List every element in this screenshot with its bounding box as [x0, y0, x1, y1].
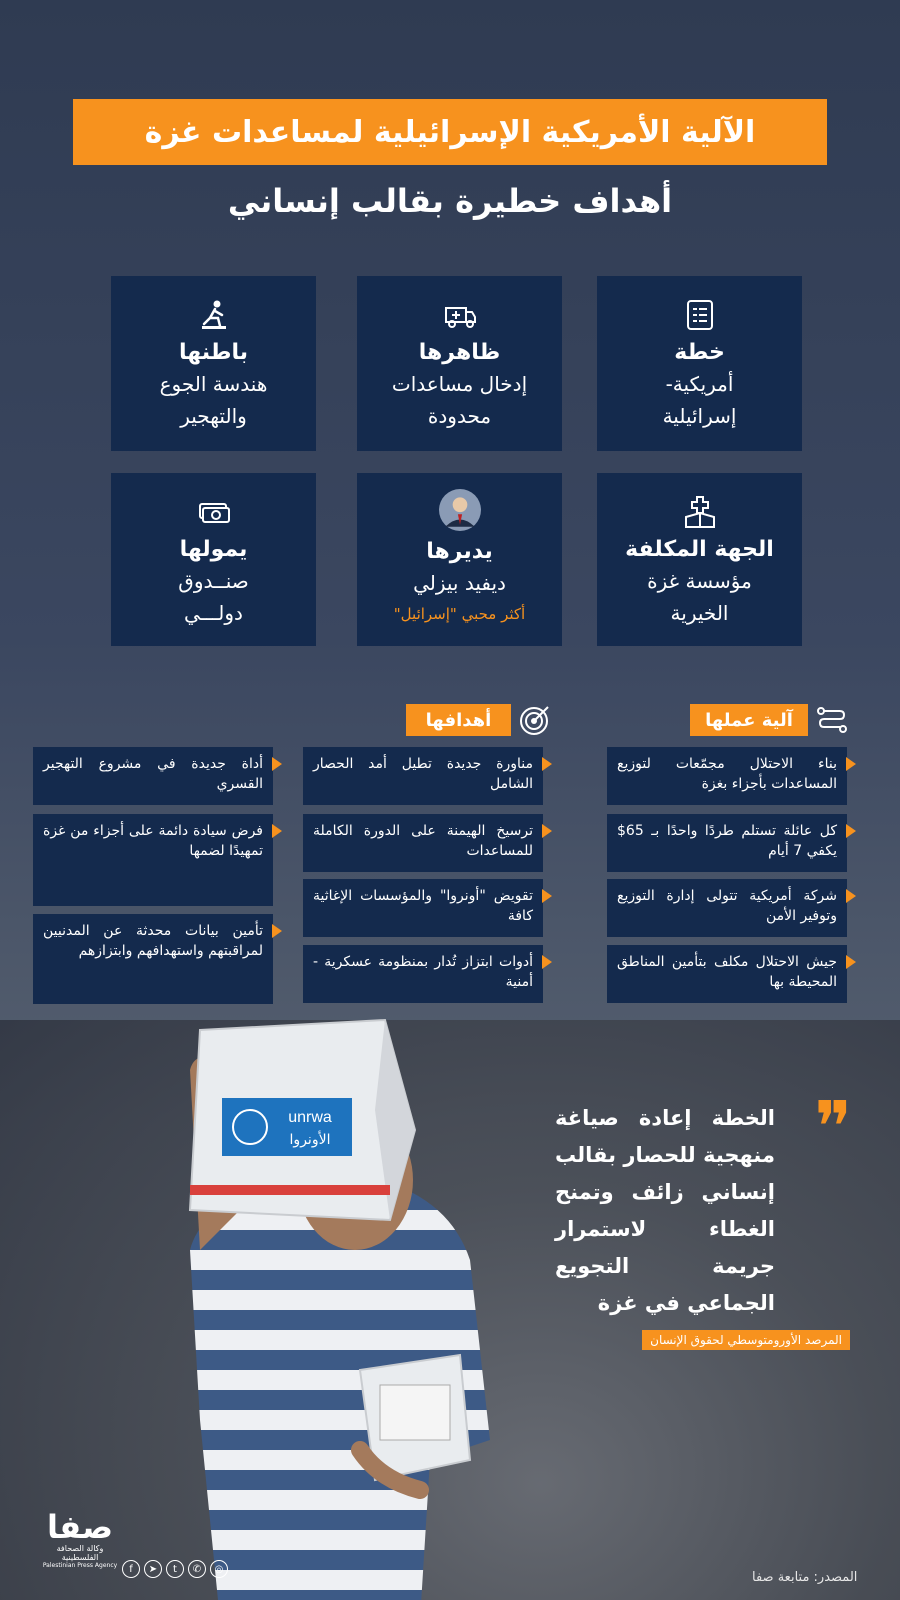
- route-icon: [815, 703, 849, 737]
- item-text: أداة جديدة في مشروع التهجير القسري: [43, 756, 263, 792]
- card-line: الخيرية: [670, 601, 729, 625]
- mechanism-item: [607, 814, 847, 872]
- card-line: إسرائيلية: [662, 404, 737, 428]
- goal-item: [303, 814, 543, 872]
- item-text: فرض سيادة دائمة على أجزاء من غزة تمهيدًا لضمها: [43, 823, 263, 859]
- item-text: تأمين بيانات محدثة عن المدنيين لمراقبتهم واستهدافهم وابتزازهم: [43, 923, 263, 959]
- bullet-marker: [272, 757, 282, 771]
- card-line: صنــدوق: [178, 569, 249, 593]
- logo-arabic: وكالة الصحافة الفلسطينية: [56, 1544, 104, 1562]
- aid-box-icon: [683, 495, 717, 529]
- goal-item: [33, 747, 273, 805]
- bullet-marker: [542, 824, 552, 838]
- quote-mark-icon: ❞: [814, 1086, 852, 1168]
- delivery-truck-icon: [443, 298, 477, 332]
- item-text: شركة أمريكية تتولى إدارة التوزيع وتوفير الأمن: [617, 888, 837, 924]
- money-icon: [197, 495, 231, 529]
- target-icon: [518, 703, 552, 737]
- item-text: جيش الاحتلال مكلف بتأمين المناطق المحيطة بها: [617, 954, 837, 990]
- mechanism-item: [607, 747, 847, 805]
- bullet-marker: [542, 889, 552, 903]
- goal-item: [33, 814, 273, 906]
- telegram-icon[interactable]: ➤: [144, 1560, 162, 1578]
- subtitle: أهداف خطيرة بقالب إنساني: [227, 182, 673, 220]
- aid-recipient-photo: [150, 1010, 520, 1600]
- whatsapp-icon[interactable]: ✆: [188, 1560, 206, 1578]
- card-heading: الجهة المكلفة: [625, 537, 774, 562]
- card-line: محدودة: [427, 404, 492, 428]
- card-heading: ظاهرها: [418, 340, 501, 365]
- card-line: والتهجير: [180, 404, 247, 428]
- card-line: مؤسسة غزة: [647, 569, 752, 593]
- card-line: دولـــي: [184, 601, 243, 625]
- goal-item: [33, 914, 273, 1004]
- card-heading: يديرها: [426, 539, 493, 564]
- bullet-marker: [846, 955, 856, 969]
- item-text: كل عائلة تستلم طردًا واحدًا بـ 65$ يكفي 7 أيام: [617, 823, 837, 859]
- logo-mark: صفا: [47, 1508, 113, 1546]
- facebook-icon[interactable]: f: [122, 1560, 140, 1578]
- card-line: أمريكية-: [665, 372, 734, 396]
- goal-item: [303, 747, 543, 805]
- bullet-marker: [846, 824, 856, 838]
- card-line: ديفيد بيزلي: [413, 571, 506, 595]
- card-plan: [597, 276, 802, 451]
- mechanism-item: [607, 945, 847, 1003]
- goal-item: [303, 879, 543, 937]
- mechanism-item: [607, 879, 847, 937]
- card-entity: [597, 473, 802, 646]
- item-text: أدوات ابتزاز تُدار بمنظومة عسكرية - أمنية: [313, 954, 533, 990]
- social-icons: [122, 1560, 228, 1578]
- kneeling-person-icon: [197, 298, 231, 332]
- safa-logo: [40, 1510, 120, 1580]
- card-appearance: [357, 276, 562, 451]
- twitter-icon[interactable]: t: [166, 1560, 184, 1578]
- item-text: تقويض "أونروا" والمؤسسات الإغاثية كافة: [313, 888, 533, 924]
- card-heading: يمولها: [179, 537, 248, 562]
- unrwa-en-label: unrwa: [288, 1109, 332, 1126]
- footer-source: المصدر: متابعة صفا: [752, 1570, 858, 1585]
- card-heading: باطنها: [179, 340, 249, 365]
- item-text: مناورة جديدة تطيل أمد الحصار الشامل: [313, 756, 533, 792]
- title-banner: الآلية الأمريكية الإسرائيلية لمساعدات غزة: [73, 99, 827, 165]
- item-text: بناء الاحتلال مجمّعات لتوزيع المساعدات بأجزاء بغزة: [617, 756, 837, 792]
- card-funder: [111, 473, 316, 646]
- card-note: أكثر محبي "إسرائيل": [393, 605, 526, 623]
- bullet-marker: [846, 757, 856, 771]
- quote-text: الخطة إعادة صياغة منهجية للحصار بقالب إنساني زائف وتمنح الغطاء لاستمرار جريمة التجويع الجماعي في غزة: [555, 1106, 775, 1315]
- quote-source: المرصد الأورومتوسطي لحقوق الإنسان: [642, 1330, 850, 1350]
- instagram-icon[interactable]: ◎: [210, 1560, 228, 1578]
- bullet-marker: [272, 924, 282, 938]
- bullet-marker: [542, 955, 552, 969]
- logo-english: Palestinian Press Agency: [42, 1562, 118, 1569]
- goal-item: [303, 945, 543, 1003]
- card-line: هندسة الجوع: [159, 372, 268, 396]
- item-text: ترسيخ الهيمنة على الدورة الكاملة للمساعدات: [313, 823, 533, 859]
- card-heading: خطة: [674, 340, 725, 365]
- card-line: إدخال مساعدات: [391, 372, 528, 396]
- goals-label: أهدافها: [406, 704, 511, 736]
- mechanism-label: آلية عملها: [690, 704, 808, 736]
- portrait-icon: [439, 489, 481, 531]
- card-manager: [357, 473, 562, 646]
- quote-block: [555, 1086, 852, 1350]
- bullet-marker: [542, 757, 552, 771]
- bullet-marker: [846, 889, 856, 903]
- bullet-marker: [272, 824, 282, 838]
- checklist-icon: [683, 298, 717, 332]
- unrwa-ar-label: الأونروا: [289, 1132, 331, 1148]
- card-essence: [111, 276, 316, 451]
